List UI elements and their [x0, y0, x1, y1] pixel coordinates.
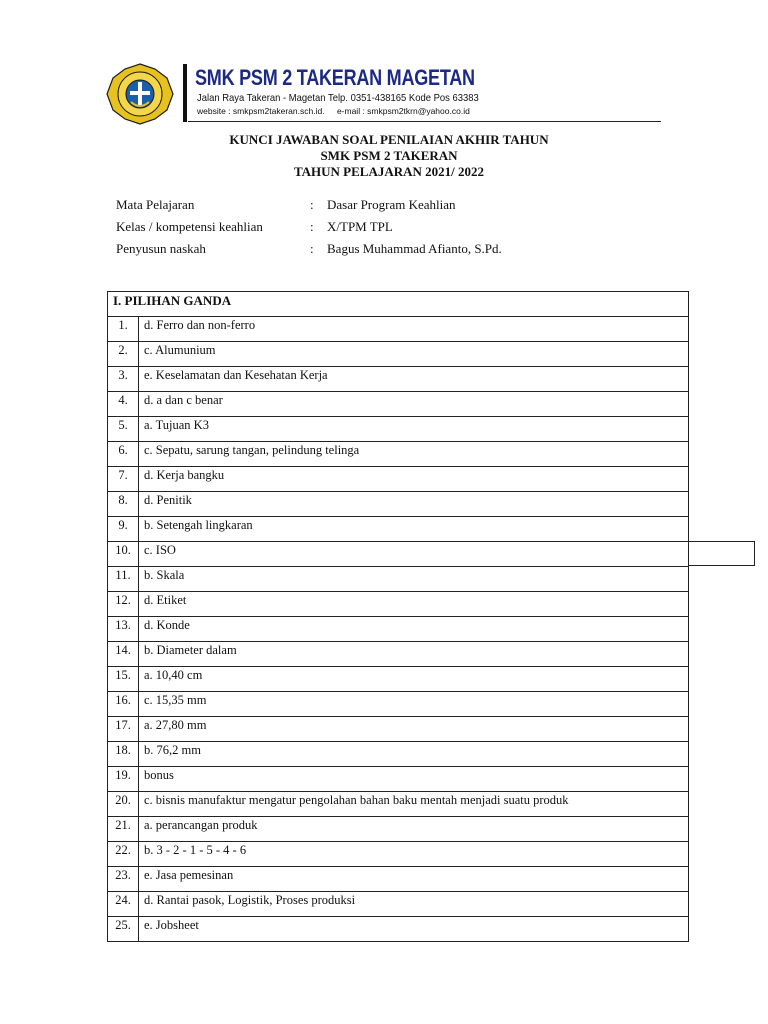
- answer-number: 23.: [108, 867, 139, 892]
- school-email: e-mail : smkpsm2tkrn@yahoo.co.id: [336, 106, 470, 116]
- meta-colon: :: [310, 197, 314, 212]
- answer-row: [108, 792, 689, 817]
- answer-key-table: [107, 291, 689, 942]
- answer-number: 6.: [108, 442, 139, 467]
- answer-text: d. Etiket: [139, 592, 689, 617]
- title-line-2: SMK PSM 2 TAKERAN: [320, 148, 458, 163]
- answer-text: e. Jobsheet: [139, 917, 689, 942]
- answer-number: 18.: [108, 742, 139, 767]
- answer-number: 17.: [108, 717, 139, 742]
- answer-text: d. Konde: [139, 617, 689, 642]
- answer-text: a. 10,40 cm: [139, 667, 689, 692]
- answer-row: [108, 817, 689, 842]
- meta-row-subject: [116, 196, 616, 218]
- answer-text: b. 76,2 mm: [139, 742, 689, 767]
- answer-row: [108, 767, 689, 792]
- answer-text: a. perancangan produk: [139, 817, 689, 842]
- answer-number: 24.: [108, 892, 139, 917]
- meta-colon: :: [310, 219, 314, 234]
- answer-text: e. Keselamatan dan Kesehatan Kerja: [139, 367, 689, 392]
- answer-number: 14.: [108, 642, 139, 667]
- answer-text: d. a dan c benar: [139, 392, 689, 417]
- answer-number: 10.: [108, 542, 139, 567]
- answer-number: 15.: [108, 667, 139, 692]
- answer-number: 21.: [108, 817, 139, 842]
- answer-row: [108, 892, 689, 917]
- answer-text: a. Tujuan K3: [139, 417, 689, 442]
- answer-text: b. 3 - 2 - 1 - 5 - 4 - 6: [139, 842, 689, 867]
- answer-text: d. Rantai pasok, Logistik, Proses produksi: [139, 892, 689, 917]
- answer-row: [108, 317, 689, 342]
- answer-row: [108, 867, 689, 892]
- meta-label: Kelas / kompetensi keahlian: [116, 219, 263, 234]
- meta-row-class: [116, 218, 616, 240]
- answer-row: [108, 367, 689, 392]
- answer-row: [108, 517, 689, 542]
- answer-row: [108, 442, 689, 467]
- answer-number: 22.: [108, 842, 139, 867]
- answer-text: a. 27,80 mm: [139, 717, 689, 742]
- answer-row: [108, 692, 689, 717]
- meta-value: Bagus Muhammad Afianto, S.Pd.: [327, 241, 502, 256]
- answer-text: b. Setengah lingkaran: [139, 517, 689, 542]
- answer-row: [108, 642, 689, 667]
- answer-text: d. Penitik: [139, 492, 689, 517]
- answer-row: [108, 342, 689, 367]
- answer-row: [108, 717, 689, 742]
- answer-row: [108, 742, 689, 767]
- answer-number: 7.: [108, 467, 139, 492]
- answer-row: [108, 842, 689, 867]
- letterhead: [105, 62, 665, 124]
- document-meta: [116, 196, 616, 262]
- school-name: SMK PSM 2 TAKERAN MAGETAN: [195, 65, 475, 90]
- answer-row: [108, 417, 689, 442]
- answer-number: 5.: [108, 417, 139, 442]
- letterhead-divider: [183, 64, 187, 122]
- answer-row: [108, 592, 689, 617]
- answer-text: d. Ferro dan non-ferro: [139, 317, 689, 342]
- title-line-1: KUNCI JAWABAN SOAL PENILAIAN AKHIR TAHUN: [229, 132, 549, 147]
- answer-row: [108, 567, 689, 592]
- answer-row: [108, 392, 689, 417]
- answer-text: c. Alumunium: [139, 342, 689, 367]
- section-header-row: [108, 292, 689, 317]
- answer-text: bonus: [139, 767, 689, 792]
- answer-number: 4.: [108, 392, 139, 417]
- meta-value: Dasar Program Keahlian: [327, 197, 456, 212]
- answer-text: c. 15,35 mm: [139, 692, 689, 717]
- answer-row: [108, 542, 689, 567]
- answer-number: 8.: [108, 492, 139, 517]
- answer-row: [108, 467, 689, 492]
- meta-row-author: [116, 240, 616, 262]
- answer-number: 16.: [108, 692, 139, 717]
- school-contact: [197, 106, 470, 116]
- meta-label: Mata Pelajaran: [116, 197, 195, 212]
- answer-row: [108, 917, 689, 942]
- meta-label: Penyusun naskah: [116, 241, 206, 256]
- answer-row: [108, 667, 689, 692]
- section-title: I. PILIHAN GANDA: [108, 292, 689, 317]
- school-website: website : smkpsm2takeran.sch.id.: [197, 106, 325, 116]
- school-logo: [105, 62, 175, 126]
- answer-text: c. bisnis manufaktur mengatur pengolahan bahan baku mentah menjadi suatu produk: [139, 792, 689, 817]
- title-line-3: TAHUN PELAJARAN 2021/ 2022: [293, 164, 485, 179]
- answer-text: e. Jasa pemesinan: [139, 867, 689, 892]
- answer-row: [108, 492, 689, 517]
- answer-number: 1.: [108, 317, 139, 342]
- answer-number: 11.: [108, 567, 139, 592]
- table-extension-cell: [688, 541, 755, 566]
- answer-text: c. ISO: [139, 542, 689, 567]
- meta-value: X/TPM TPL: [327, 219, 393, 234]
- answer-text: c. Sepatu, sarung tangan, pelindung telinga: [139, 442, 689, 467]
- answer-number: 19.: [108, 767, 139, 792]
- answer-number: 9.: [108, 517, 139, 542]
- school-address: Jalan Raya Takeran - Magetan Telp. 0351-438165 Kode Pos 63383: [197, 92, 479, 104]
- answer-number: 13.: [108, 617, 139, 642]
- answer-number: 25.: [108, 917, 139, 942]
- answer-number: 3.: [108, 367, 139, 392]
- answer-text: b. Diameter dalam: [139, 642, 689, 667]
- meta-colon: :: [310, 241, 314, 256]
- document-title: [0, 132, 768, 180]
- answer-text: b. Skala: [139, 567, 689, 592]
- answer-row: [108, 617, 689, 642]
- answer-number: 20.: [108, 792, 139, 817]
- answer-text: d. Kerja bangku: [139, 467, 689, 492]
- letterhead-rule: [188, 121, 661, 122]
- answer-number: 12.: [108, 592, 139, 617]
- answer-number: 2.: [108, 342, 139, 367]
